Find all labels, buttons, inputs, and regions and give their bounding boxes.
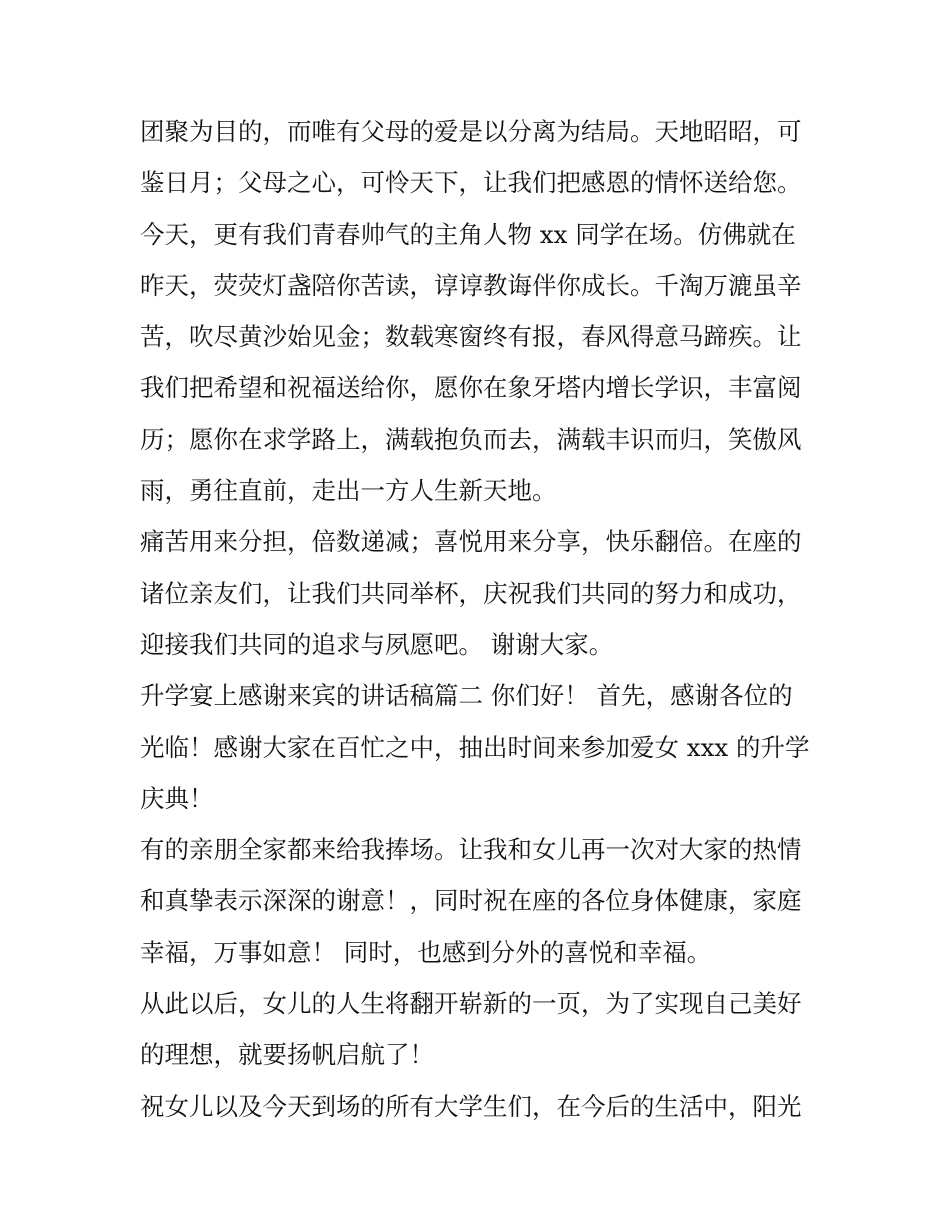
text-line: 幸福，万事如意！ 同时，也感到分外的喜悦和幸福。 xyxy=(140,937,712,967)
text-line: 迎接我们共同的追求与夙愿吧。 谢谢大家。 xyxy=(140,629,614,659)
text-line: 和真挚表示深深的谢意！，同时祝在座的各位身体健康，家庭 xyxy=(140,886,802,916)
text-line: 痛苦用来分担，倍数递减；喜悦用来分享，快乐翻倍。在座的 xyxy=(140,527,802,557)
text-line: 昨天，荧荧灯盏陪你苦读，谆谆教诲伴你成长。千淘万漉虽辛 xyxy=(140,270,802,300)
text-line: 团聚为目的，而唯有父母的爱是以分离为结局。天地昭昭，可 xyxy=(140,117,802,146)
text-line: 鉴日月；父母之心，可怜天下，让我们把感恩的情怀送给您。 xyxy=(140,168,802,198)
text-line: 我们把希望和祝福送给你，愿你在象牙塔内增长学识，丰富阅 xyxy=(140,373,802,403)
text-line: 庆典！ xyxy=(140,783,214,813)
text-line: 历；愿你在求学路上，满载抱负而去，满载丰识而归，笑傲风 xyxy=(140,424,802,454)
text-line: 雨，勇往直前，走出一方人生新天地。 xyxy=(140,476,557,506)
text-line: 的理想，就要扬帆启航了！ xyxy=(140,1040,434,1070)
text-line: 祝女儿以及今天到场的所有大学生们，在今后的生活中，阳光 xyxy=(140,1091,802,1121)
text-line: 光临！感谢大家在百忙之中，抽出时间来参加爱女 xxx 的升学 xyxy=(140,732,810,762)
text-line: 今天，更有我们青春帅气的主角人物 xx 同学在场。仿佛就在 xyxy=(140,219,796,249)
text-line: 诸位亲友们，让我们共同举杯，庆祝我们共同的努力和成功， xyxy=(140,578,802,608)
document-body xyxy=(140,106,820,1132)
text-line: 有的亲朋全家都来给我捧场。让我和女儿再一次对大家的热情 xyxy=(140,835,802,865)
text-line: 苦，吹尽黄沙始见金；数载寒窗终有报，春风得意马蹄疾。让 xyxy=(140,322,802,352)
text-line: 升学宴上感谢来宾的讲话稿篇二 你们好！ 首先，感谢各位的 xyxy=(140,681,793,711)
text-line: 从此以后，女儿的人生将翻开崭新的一页，为了实现自己美好 xyxy=(140,989,802,1019)
